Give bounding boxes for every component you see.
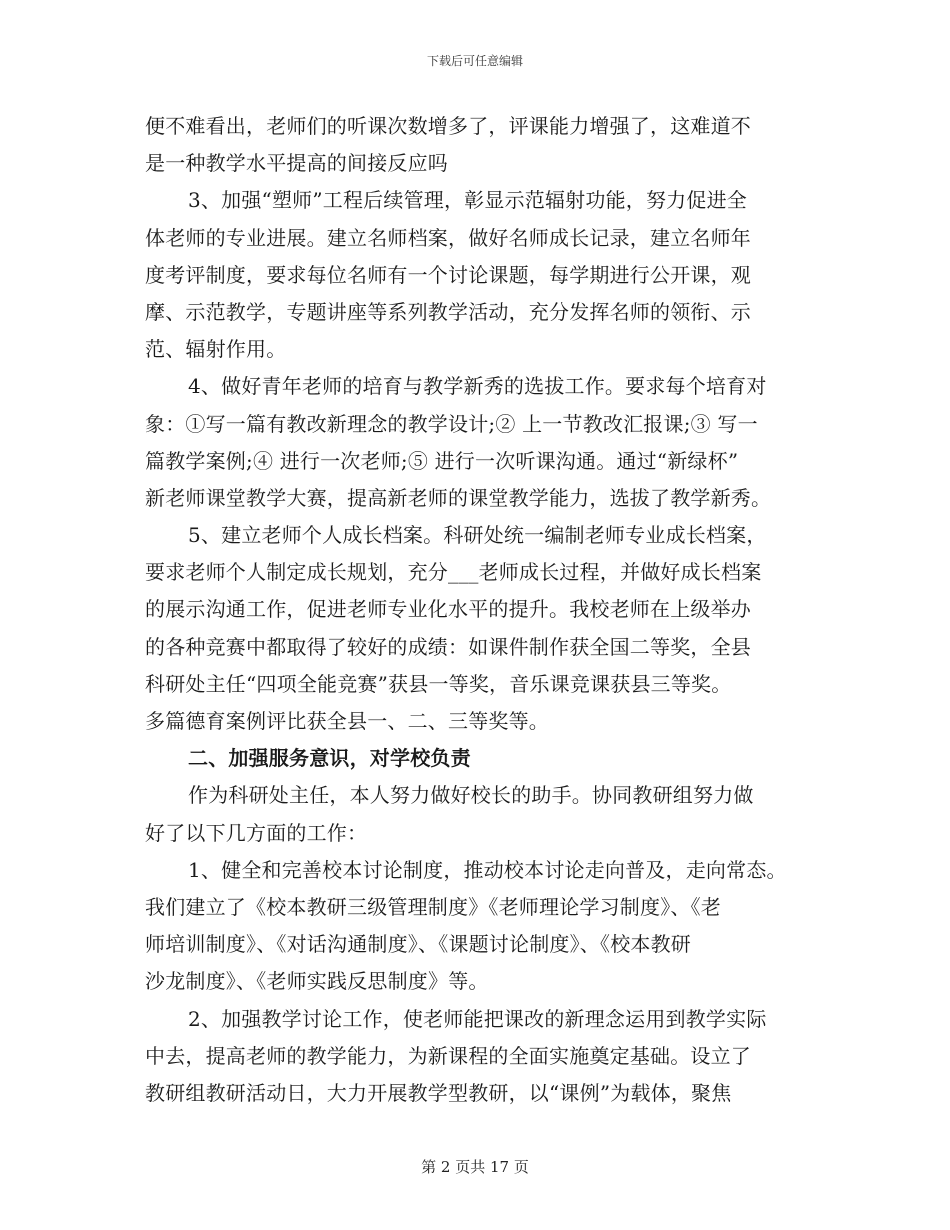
- text-line: 新老师课堂教学大赛，提高新老师的课堂教学能力，选拔了教学新秀。: [145, 485, 772, 510]
- text-line: 范、辐射作用。: [145, 337, 287, 362]
- section-heading: 二、加强服务意识，对学校负责: [188, 746, 471, 771]
- text-line: 摩、示范教学，专题讲座等系列教学活动，充分发挥名师的领衔、示: [145, 299, 751, 324]
- text-line: 的展示沟通工作，促进老师专业化水平的提升。我校老师在上级举办: [145, 597, 751, 622]
- text-line: 5、建立老师个人成长档案。科研处统一编制老师专业成长档案，: [188, 523, 767, 548]
- text-line: 中去，提高老师的教学能力，为新课程的全面实施奠定基础。设立了: [145, 1043, 751, 1068]
- page-number: 第 2 页共 17 页: [421, 1158, 529, 1176]
- text-line: 多篇德育案例评比获全县一、二、三等奖等。: [145, 709, 549, 733]
- text-line: 1、健全和完善校本讨论制度，推动校本讨论走向普及，走向常态。: [188, 857, 787, 882]
- text-line: 2、加强教学讨论工作，使老师能把课改的新理念运用到教学实际: [188, 1006, 767, 1031]
- text-line: 科研处主任“四项全能竞赛”获县一等奖，音乐课竞课获县三等奖。: [145, 671, 732, 696]
- text-line: 好了以下几方面的工作：: [145, 820, 368, 845]
- text-line: 要求老师个人制定成长规划，充分___老师成长过程，并做好成长档案: [145, 560, 762, 585]
- text-line: 我们建立了《校本教研三级管理制度》《老师理论学习制度》、《老: [145, 894, 721, 919]
- text-line: 作为科研处主任，本人努力做好校长的助手。协同教研组努力做: [188, 783, 754, 808]
- text-line: 是一种教学水平提高的间接反应吗: [145, 151, 448, 176]
- text-line: 度考评制度，要求每位名师有一个讨论课题，每学期进行公开课，观: [145, 262, 751, 287]
- text-line: 的各种竞赛中都取得了较好的成绩：如课件制作获全国二等奖，全县: [145, 634, 751, 659]
- text-line: 沙龙制度》、《老师实践反思制度》等。: [145, 969, 489, 994]
- text-line: 3、加强“塑师”工程后续管理，彰显示范辐射功能，努力促进全: [188, 188, 747, 213]
- text-line: 便不难看出，老师们的听课次数增多了，评课能力增强了，这难道不: [145, 114, 751, 138]
- text-line: 师培训制度》、《对话沟通制度》、《课题讨论制度》、《校本教研: [145, 932, 691, 957]
- text-line: 4、做好青年老师的培育与教学新秀的选拔工作。要求每个培育对: [188, 374, 767, 399]
- document-body: [145, 108, 825, 1112]
- text-line: 篇教学案例;④ 进行一次老师;⑤ 进行一次听课沟通。通过“新绿杯”: [145, 448, 739, 473]
- text-line: 体老师的专业进展。建立名师档案，做好名师成长记录，建立名师年: [145, 225, 751, 250]
- text-line: 象：①写一篇有教改新理念的教学设计;② 上一节教改汇报课;③ 写一: [145, 411, 758, 436]
- page-header-note: 下载后可任意编辑: [426, 54, 523, 68]
- text-line: 教研组教研活动日，大力开展教学型教研，以“课例”为载体，聚焦: [145, 1080, 732, 1105]
